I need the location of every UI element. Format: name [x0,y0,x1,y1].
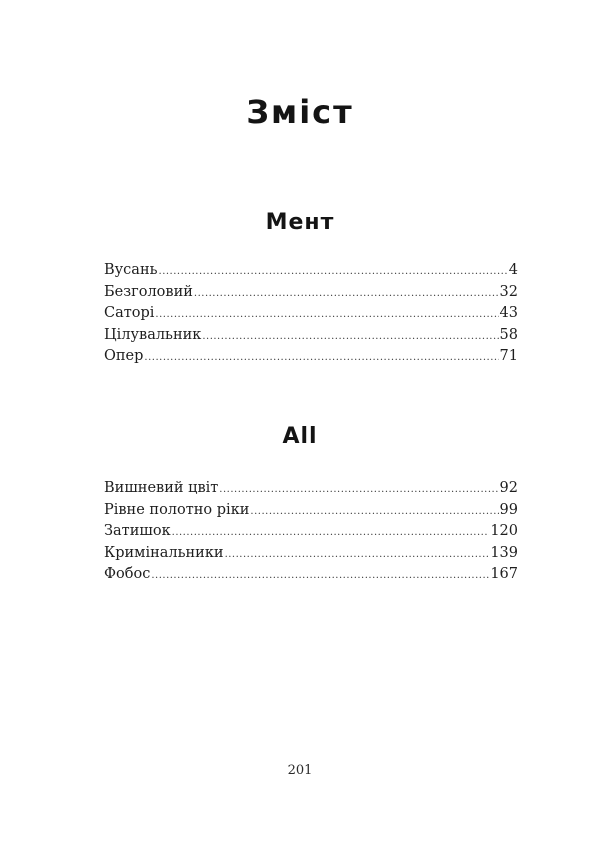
toc-entry-title: Вишневий цвіт [104,480,219,496]
toc-entry[interactable] [104,502,518,524]
page-title: Зміст [246,93,354,132]
toc-entry-page: 4 [508,262,518,278]
toc-entry-title: Кримінальники [104,544,224,561]
toc-entry[interactable] [104,305,518,327]
toc-entry-page: 58 [499,326,518,343]
dot-leader [172,527,490,538]
toc-entry-page: 32 [499,283,518,300]
toc-entry[interactable] [104,566,518,588]
dot-leader [151,570,489,581]
toc-list-ment [104,262,518,370]
toc-entry-page: 99 [499,501,518,518]
toc-entry-title: Безголовий [104,283,193,300]
toc-entry-title: Затишок [104,523,171,539]
dot-leader [219,484,498,495]
dot-leader [202,331,498,342]
toc-entry[interactable] [104,523,518,545]
toc-entry-title: Вусань [104,262,158,278]
dot-leader [225,549,490,560]
toc-entry-title: Опер [104,348,144,364]
toc-entry-title: Фобос [104,566,151,582]
toc-entry-page: 71 [499,348,518,364]
toc-entry[interactable] [104,284,518,306]
toc-entry-page: 167 [490,566,518,582]
dot-leader [144,352,498,363]
toc-entry-page: 139 [490,544,518,561]
toc-entry-page: 43 [499,305,518,321]
toc-entry[interactable] [104,545,518,567]
dot-leader [194,288,499,299]
toc-entry-title: Саторі [104,305,155,321]
toc-list-all [104,480,518,588]
toc-entry-page: 92 [499,480,518,496]
toc-entry-title: Рівне полотно ріки [104,501,250,518]
section-title-all: All [282,424,318,450]
toc-entry-page: 120 [490,523,518,539]
toc-entry[interactable] [104,327,518,349]
dot-leader [155,309,498,320]
dot-leader [159,266,508,277]
page-number: 201 [287,763,313,778]
toc-entry[interactable] [104,480,518,502]
dot-leader [250,506,498,517]
toc-entry[interactable] [104,348,518,370]
toc-entry-title: Цілувальник [104,326,202,343]
section-title-ment: Мент [265,210,335,236]
toc-entry[interactable] [104,262,518,284]
